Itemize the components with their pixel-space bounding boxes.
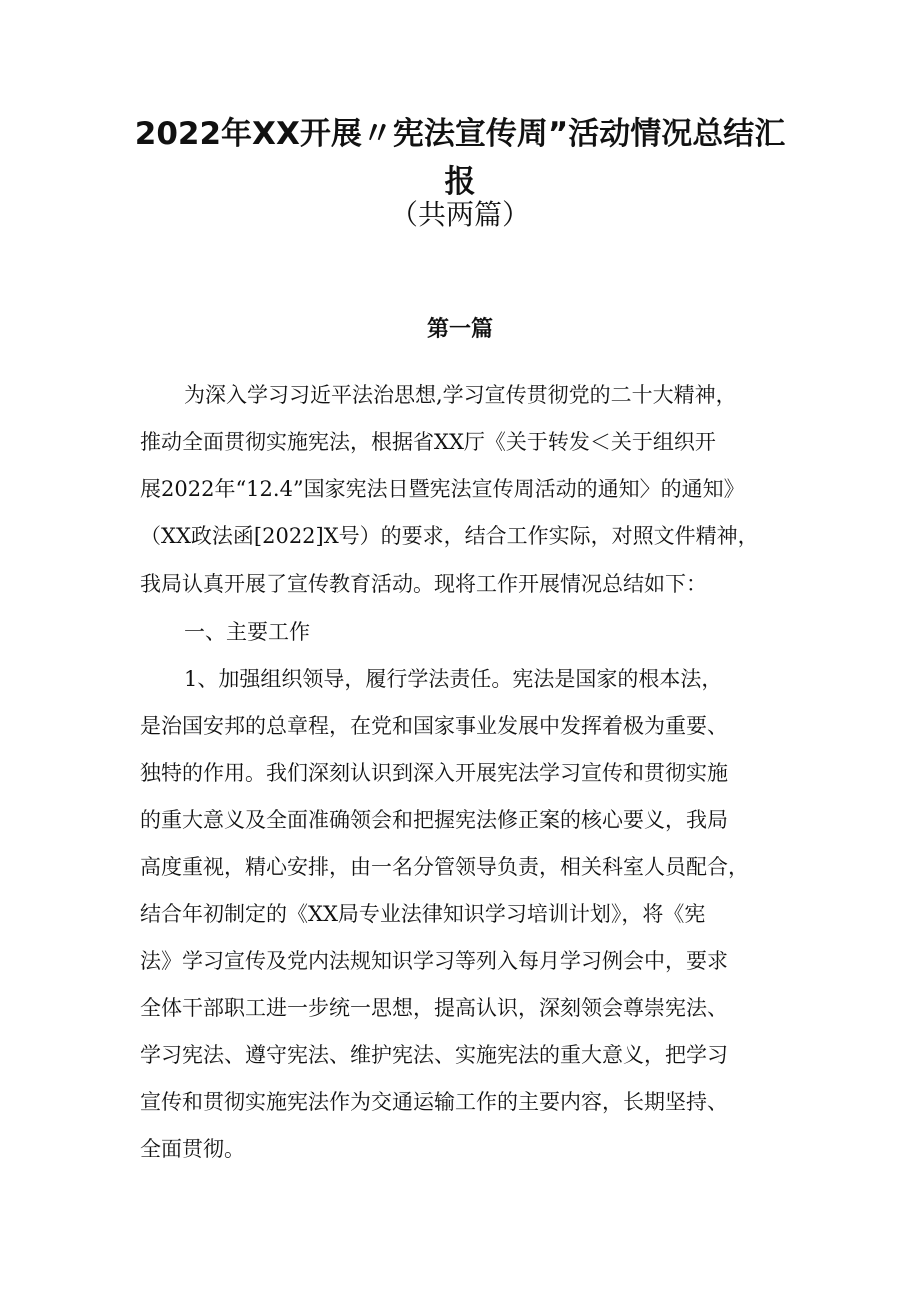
main-work-heading: 一、主要工作	[184, 620, 310, 644]
paragraph1-line: 展2022年“12.4”国家宪法日暨宪法宣传周活动的通知〉的通知》	[140, 477, 745, 501]
paragraph2-line: 学习宪法、遵守宪法、维护宪法、实施宪法的重大意义，把学习	[140, 1043, 728, 1067]
paragraph2-line: 结合年初制定的《XX局专业法律知识学习培训计划》，将《宪	[140, 902, 706, 926]
paragraph2-line: 宣传和贯彻实施宪法作为交通运输工作的主要内容，长期坚持、	[140, 1090, 728, 1114]
paragraph2-line: 是治国安邦的总章程，在党和国家事业发展中发挥着极为重要、	[140, 714, 728, 738]
paragraph1-line: 推动全面贯彻实施宪法，根据省XX厅《关于转发＜关于组织开	[140, 430, 716, 454]
section-heading: 第一篇	[426, 317, 493, 342]
document-title-line-1: 2022年XX开展〃宪法宣传周”活动情况总结汇	[134, 116, 786, 152]
paragraph2-line: 法》学习宣传及党内法规知识学习等列入每月学习例会中，要求	[140, 949, 728, 973]
paragraph2-line: 高度重视，精心安排，由一名分管领导负责，相关科室人员配合，	[140, 855, 749, 879]
paragraph2-line: 独特的作用。我们深刻认识到深入开展宪法学习宣传和贯彻实施	[140, 761, 728, 785]
paragraph2-line: 全面贯彻。	[140, 1137, 245, 1161]
paragraph2-line: 的重大意义及全面准确领会和把握宪法修正案的核心要义，我局	[140, 808, 728, 832]
paragraph2-line: 全体干部职工进一步统一思想，提高认识，深刻领会尊崇宪法、	[140, 996, 728, 1020]
paragraph2-line: 1、加强组织领导，履行学法责任。宪法是国家的根本法，	[184, 667, 723, 691]
paragraph1-line: （XX政法函[2022]X号）的要求，结合工作实际，对照文件精神，	[140, 524, 759, 548]
document-title-line-2: 报	[444, 164, 476, 200]
document-subtitle: （共两篇）	[389, 198, 530, 231]
paragraph1-line: 为深入学习习近平法治思想,学习宣传贯彻党的二十大精神，	[184, 383, 737, 407]
paragraph1-line: 我局认真开展了宣传教育活动。现将工作开展情况总结如下：	[140, 572, 707, 596]
